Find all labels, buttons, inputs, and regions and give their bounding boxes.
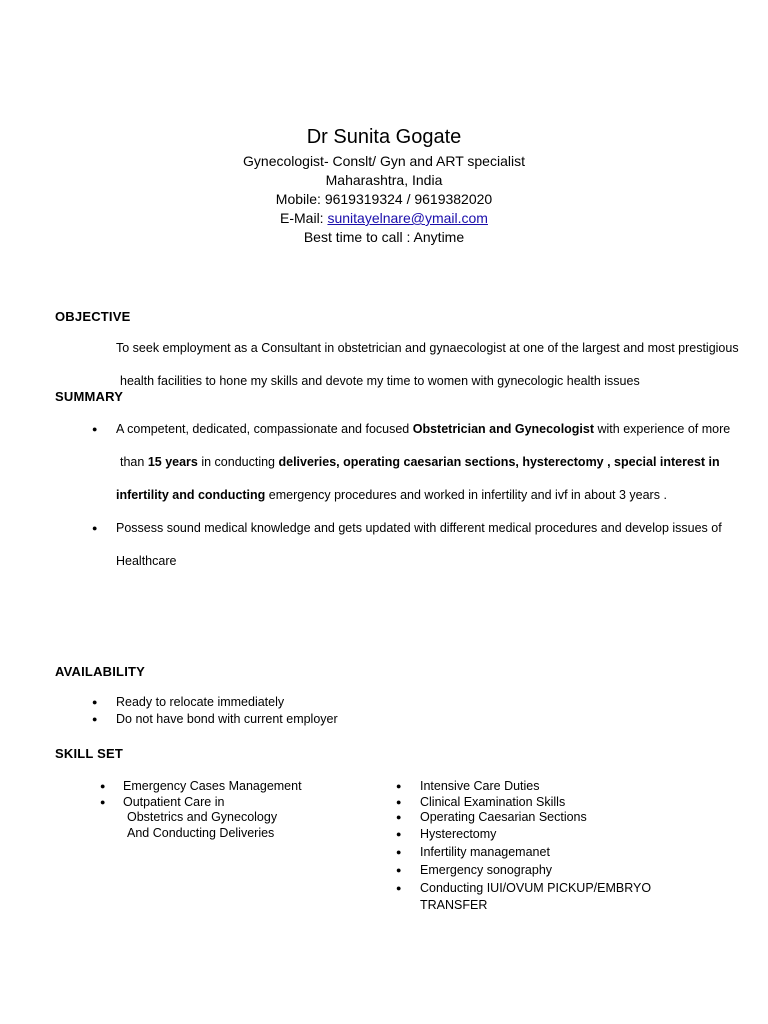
skill-item-right: Intensive Care Duties	[420, 779, 540, 793]
skill-item-left-continued: Obstetrics and Gynecology	[127, 810, 278, 824]
skill-item-right: Operating Caesarian Sections	[420, 810, 587, 824]
summary-item-1-line-3	[116, 487, 667, 503]
summary-emphasis: 15 years	[147, 455, 198, 469]
mobile-line	[0, 190, 768, 208]
objective-line-1: To seek employment as a Consultant in obstetrician and gynaecologist at one of the largest and most prestigious	[116, 341, 739, 355]
email-label: E-Mail:	[280, 210, 328, 226]
candidate-name: Dr Sunita Gogate	[306, 126, 462, 148]
professional-title: Gynecologist- Conslt/ Gyn and ART specialist	[243, 153, 525, 169]
bullet-icon: ●	[100, 797, 106, 807]
summary-item-1-line-1	[116, 421, 730, 437]
skill-item-right: Infertility managemanet	[420, 845, 550, 859]
skill-item-right: Clinical Examination Skills	[420, 795, 566, 809]
bullet-icon: ●	[92, 714, 98, 724]
best-time-to-call: Best time to call : Anytime	[303, 229, 465, 245]
email-line	[0, 209, 768, 227]
availability-item: Do not have bond with current employer	[116, 712, 338, 726]
bullet-icon: ●	[396, 883, 402, 893]
bullet-icon: ●	[396, 781, 402, 791]
summary-item-2-line-2: Healthcare	[116, 554, 177, 568]
summary-heading: SUMMARY	[55, 389, 124, 404]
bullet-icon: ●	[92, 424, 98, 434]
summary-text: emergency procedures and worked in infertility and ivf in about 3 years .	[265, 488, 667, 502]
skill-item-right: Emergency sonography	[420, 863, 553, 877]
skill-item-right: Hysterectomy	[420, 827, 497, 841]
bullet-icon: ●	[396, 829, 402, 839]
availability-item: Ready to relocate immediately	[116, 695, 285, 709]
skill-item-right-continued: TRANSFER	[420, 898, 488, 912]
summary-emphasis: deliveries, operating caesarian sections, hysterectomy , special interest in	[278, 455, 720, 469]
mobile-value: 9619319324 / 9619382020	[324, 191, 493, 207]
summary-text: in conducting	[197, 455, 279, 469]
objective-line-2: health facilities to hone my skills and devote my time to women with gynecologic health issues	[120, 374, 640, 388]
bullet-icon: ●	[396, 847, 402, 857]
location: Maharashtra, India	[325, 172, 443, 188]
summary-item-1-line-2	[120, 454, 720, 470]
bullet-icon: ●	[396, 812, 402, 822]
summary-text: with experience of more	[594, 422, 731, 436]
availability-heading: AVAILABILITY	[55, 664, 146, 679]
objective-heading: OBJECTIVE	[55, 309, 131, 324]
skill-item-left: Emergency Cases Management	[123, 779, 302, 793]
bullet-icon: ●	[92, 697, 98, 707]
email-link[interactable]: sunitayelnare@ymail.com	[327, 210, 488, 226]
bullet-icon: ●	[396, 865, 402, 875]
skill-item-left: Outpatient Care in	[123, 795, 225, 809]
mobile-label: Mobile:	[275, 191, 325, 207]
bullet-icon: ●	[396, 797, 402, 807]
skill-item-left-continued: And Conducting Deliveries	[127, 826, 275, 840]
bullet-icon: ●	[92, 523, 98, 533]
summary-text: than	[120, 455, 148, 469]
skill-set-heading: SKILL SET	[55, 746, 124, 761]
summary-item-2-line-1: Possess sound medical knowledge and gets updated with different medical procedures and develop issues of	[116, 521, 722, 535]
skill-item-right: Conducting IUI/OVUM PICKUP/EMBRYO	[420, 881, 652, 895]
summary-emphasis: Obstetrician and Gynecologist	[412, 422, 595, 436]
bullet-icon: ●	[100, 781, 106, 791]
summary-emphasis: infertility and conducting	[116, 488, 266, 502]
summary-text: A competent, dedicated, compassionate and focused	[116, 422, 413, 436]
